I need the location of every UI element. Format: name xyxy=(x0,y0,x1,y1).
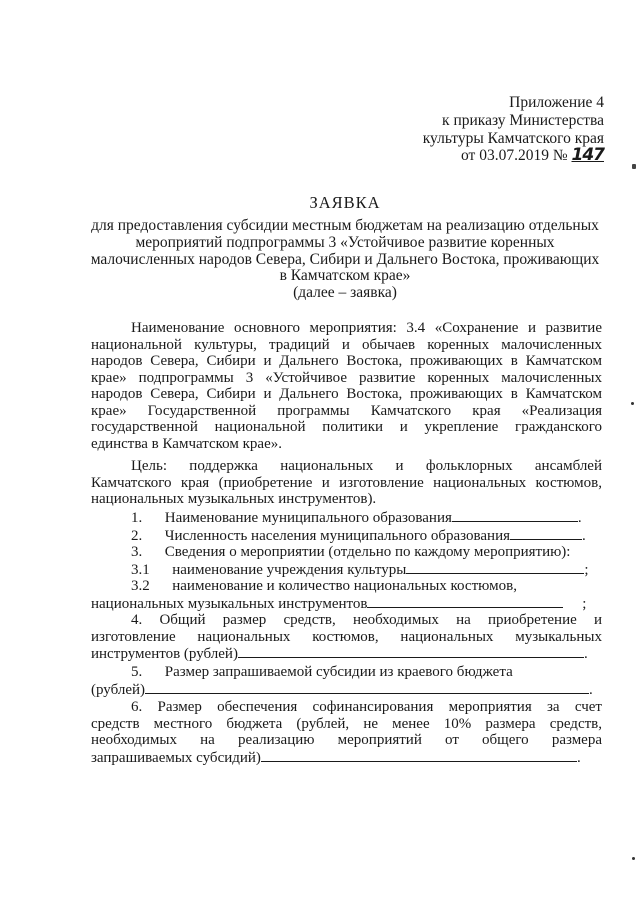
item-1-municipality: 1. Наименование муниципального образования . xyxy=(131,510,582,526)
order-reference: к приказу Министерства xyxy=(442,112,604,129)
item-6-cofinancing: 6. Размер обеспечения софинансирования мероприятия за счет средств местного бюджета (рублей, не менее 10% размера средств, необходимых на реализацию мероприятий от общего размера запрашиваемых субсидий) . xyxy=(91,699,602,766)
cofinancing-field[interactable] xyxy=(261,749,577,762)
item-3-activity-info: 3. Сведения о мероприятии (отдельно по каждому мероприятию): xyxy=(131,544,571,560)
institution-field[interactable] xyxy=(406,561,584,574)
title-line-1: для предоставления субсидии местным бюджетам на реализацию отдельных xyxy=(91,217,599,234)
title-line-3: малочисленных народов Севера, Сибири и Дальнего Востока, проживающих xyxy=(90,251,600,268)
population-field[interactable] xyxy=(510,527,582,540)
main-activity-paragraph: Наименование основного мероприятия: 3.4 «Сохранение и развитие национальной культуры, традиций и обычаев коренных малочисленных народов Севера, Сибири и Дальнего Востока, проживающих в Камчатском крае» подпрограммы 3 «Устойчивое развитие коренных малочисленных народов Севера, Сибири и Дальнего Востока, проживающих в Камчатском крае» Государственной программы Камчатского края «Реализация государственной национальной политики и укрепление гражданского единства в Камчатском крае». xyxy=(91,320,602,452)
item-3-1-institution: 3.1 наименование учреждения культуры ; xyxy=(131,562,589,578)
order-number-handwritten: 147 xyxy=(571,145,604,165)
item-3-2-instruments: национальных музыкальных инструментов ; xyxy=(91,596,587,612)
appendix-label: Приложение 4 xyxy=(509,94,604,111)
title-line-4: в Камчатском крае» xyxy=(279,267,411,284)
costumes-instruments-field[interactable] xyxy=(367,595,563,608)
scan-mark xyxy=(632,164,636,169)
municipality-field[interactable] xyxy=(452,509,578,522)
total-cost-field[interactable] xyxy=(238,645,584,658)
scan-speck xyxy=(632,857,635,860)
goal-paragraph: Цель: поддержка национальных и фольклорных ансамблей Камчатского края (приобретение и изготовление национальных костюмов, национальных музыкальных инструментов). xyxy=(91,458,602,507)
item-4-total-cost: 4. Общий размер средств, необходимых на приобретение и изготовление национальных костюмов, национальных музыкальных инструментов (рублей) . xyxy=(91,612,602,662)
item-2-population: 2. Численность населения муниципального образования . xyxy=(131,528,586,544)
ministry-name: культуры Камчатского края xyxy=(422,130,604,147)
order-date-number xyxy=(461,146,604,165)
order-date: от 03.07.2019 № xyxy=(461,147,568,164)
title-line-2: мероприятий подпрограммы 3 «Устойчивое развитие коренных xyxy=(135,234,555,251)
scan-speck xyxy=(631,402,634,405)
item-5-subsidy: 5. Размер запрашиваемой субсидии из краевого бюджета xyxy=(131,664,513,680)
subsidy-amount-field[interactable] xyxy=(145,681,589,694)
title-line-5: (далее – заявка) xyxy=(293,284,397,301)
document-title: ЗАЯВКА xyxy=(309,193,381,212)
item-3-2-costumes: 3.2 наименование и количество национальных костюмов, xyxy=(131,578,517,594)
item-5-subsidy-amount: (рублей) . xyxy=(91,682,593,698)
